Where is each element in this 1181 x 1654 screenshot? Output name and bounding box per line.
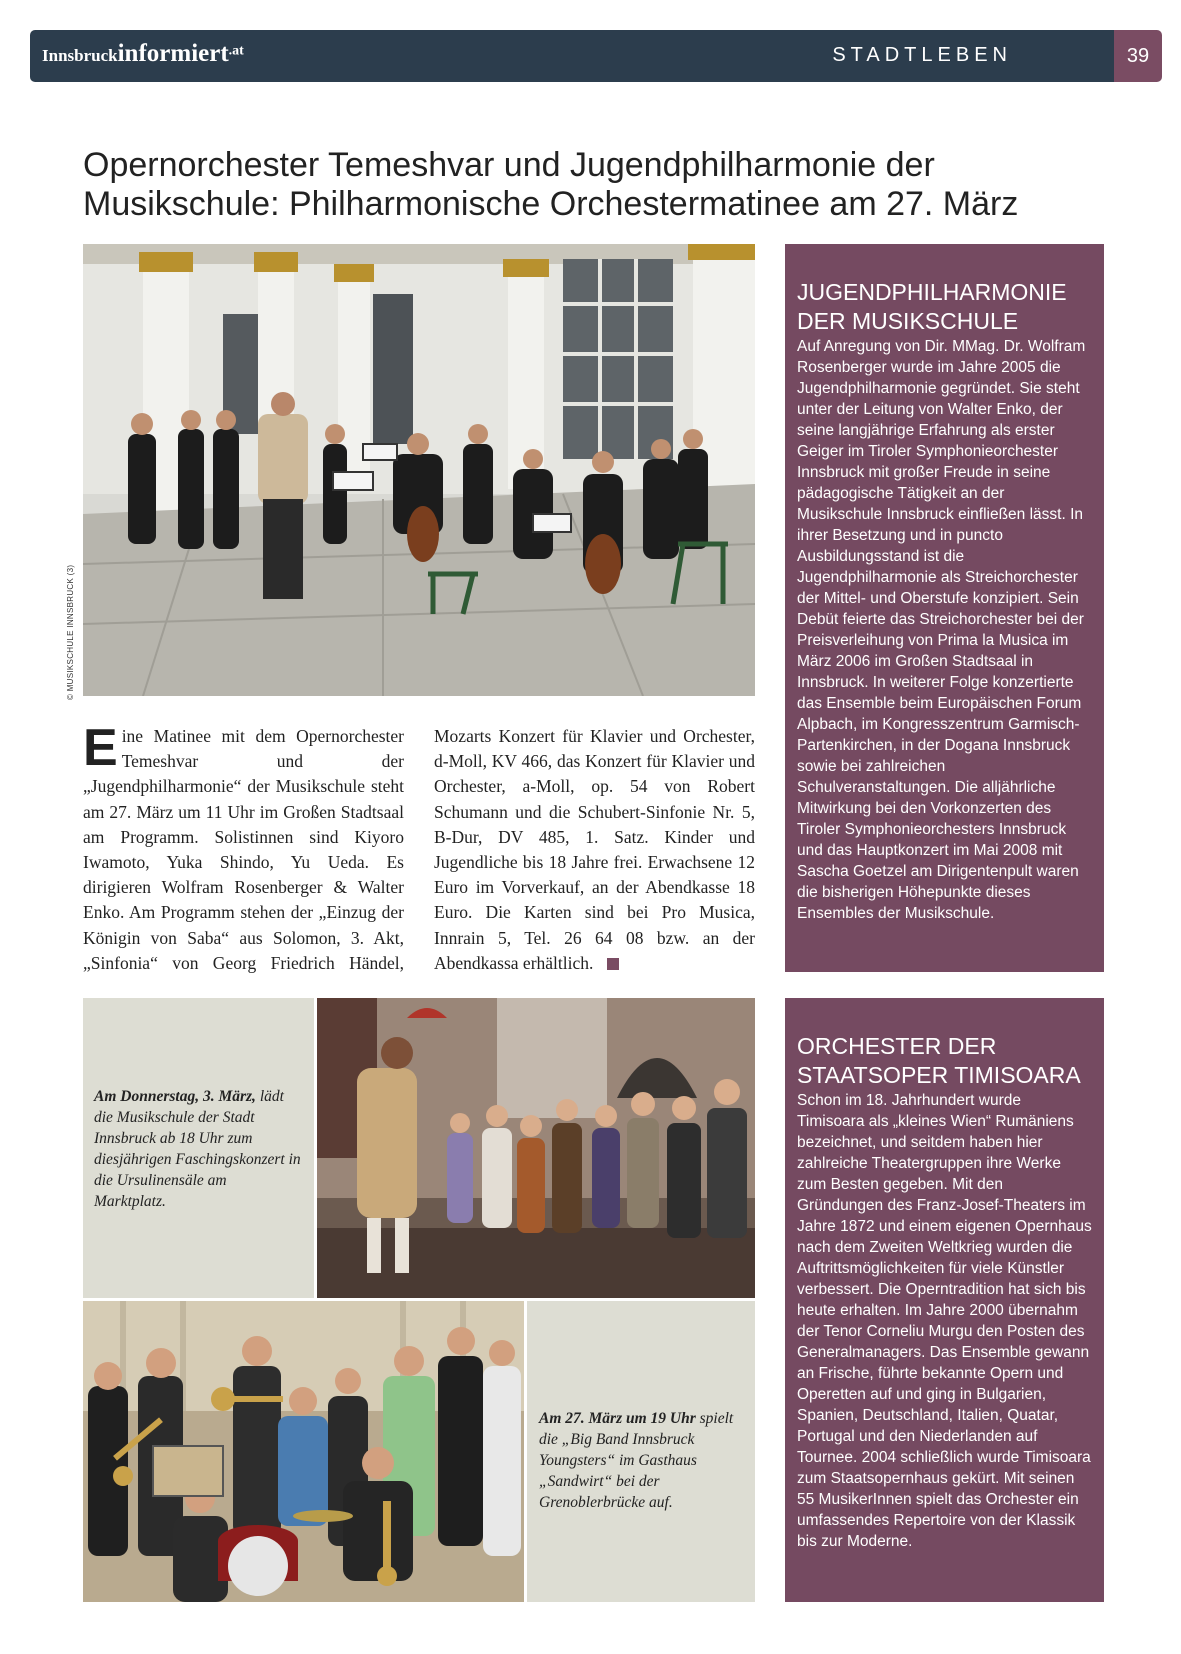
end-mark-icon — [607, 958, 619, 970]
sidebar-title-line1: JUGENDPHILHARMONIE — [797, 279, 1067, 305]
caption-lead: Am 27. März um 19 Uhr — [539, 1410, 696, 1427]
article-body — [83, 719, 755, 976]
brand-tld: .at — [228, 43, 244, 59]
page-number: 39 — [1114, 30, 1162, 82]
header-bar — [30, 30, 1114, 82]
article-text: ine Matinee mit dem Opernorchester Temeshvar und der „Jugendphilharmonie“ der Musikschule steht am 27. März um 11 Uhr im Großen Stadtsaal am Programm. Solistinnen sind Kiyoro Iwamoto, Yuka Shindo, Yu Ueda. Es dirigieren Wolfram Rosenberger & Walter Enko. Am Programm stehen der „Einzug der Königin von Saba“ aus Solomon, 3. Akt, „Sinfonia“ von Georg Friedrich Händel, Mozarts Konzert für Klavier und Orchester, d-Moll, KV 466, das Konzert für Klavier und Orchester, a-Moll, op. 54 von Robert Schumann und die Schubert-Sinfonie Nr. 5, B-Dur, DV 485, 1. Satz. Kinder und Jugendliche bis 18 Jahre frei. Erwachsene 12 Euro im Vorverkauf, an der Abendkasse 18 Euro. Die Karten sind bei Pro Musica, Innrain 5, Tel. 26 64 08 bzw. an der Abendkassa erhältlich. — [83, 726, 755, 973]
caption-bigband — [527, 1301, 755, 1602]
caption-lead: Am Donnerstag, 3. März, — [94, 1088, 256, 1105]
sidebar-jugendphilharmonie — [785, 244, 1104, 972]
carnival-photo — [317, 998, 755, 1298]
caption-fasching — [83, 998, 314, 1298]
bigband-photo — [83, 1301, 524, 1602]
sidebar-body: Schon im 18. Jahrhundert wurde Timisoara als „kleines Wien“ Rumäniens bezeichnet, und seitdem haben hier zahlreiche Theatergruppen ihre Werke zum Besten gegeben. Mit den Gründungen des Franz-Josef-Theaters im Jahre 1872 und einem eigenen Opernhaus nach dem Zweiten Weltkrieg wurden die Auftrittsmöglichkeiten für viele Künstler verbessert. Die Operntradition hat sich bis heute erhalten. Im Jahre 2000 übernahm der Tenor Corneliu Murgu den Posten des Generalmanagers. Das Ensemble gewann an Frische, führte bekannte Opern und Operetten auf und ging in Bulgarien, Spanien, Deutschland, Italien, Quatar, Portugal und den Niederlanden auf Tournee. 2004 schließlich wurde Timisoara zum Staatsopernhaus gekürt. Mit seinen 55 MusikerInnen spielt das Orchester ein umfassendes Repertoire von der Klassik bis zur Moderne. — [797, 1092, 1092, 1550]
sidebar-title-line2: DER MUSIKSCHULE — [797, 308, 1019, 334]
sidebar-title — [797, 1032, 1092, 1090]
article-headline: Opernorchester Temeshvar und Jugendphilharmonie der Musikschule: Philharmonische Orchestermatinee am 27. März — [83, 146, 1019, 223]
caption-text: lädt die Musikschule der Stadt Innsbruck ab 18 Uhr zum diesjährigen Faschingskonzert in die Ursulinensäle am Marktplatz. — [94, 1088, 301, 1210]
photo-credit: © MUSIKSCHULE INNSBRUCK (3) — [66, 564, 75, 700]
drop-cap: E — [83, 719, 118, 777]
sidebar-body: Auf Anregung von Dir. MMag. Dr. Wolfram Rosenberger wurde im Jahre 2005 die Jugendphilharmonie gegründet. Sie steht unter der Leitung von Walter Enko, der seine langjährige Erfahrung als erster Geiger im Tiroler Symphonieorchester Innsbruck mit großer Freude in seine pädagogische Tätigkeit an der Musikschule Innsbruck einfließen lässt. In ihrer Besetzung und in puncto Ausbildungsstand ist die Jugendphilharmonie als Streichorchester der Mittel- und Oberstufe konzipiert. Sein Debüt feierte das Streichorchester bei der Preisverleihung von Prima la Musica im März 2006 im Großen Stadtsaal in Innsbruck. In weiterer Folge konzertierte das Ensemble beim Europäischen Forum Alpbach, im Kongresszentrum Garmisch-Partenkirchen, in der Dogana Innsbruck sowie bei zahlreichen Schulveranstaltungen. Die alljährliche Mitwirkung bei den Vorkonzerten des Tiroler Symphonieorchesters Innsbruck und das Hauptkonzert im Mai 2008 mit Sascha Goetzel am Dirigentenpult waren die bisherigen Höhepunkte dieses Ensembles der Musikschule. — [797, 338, 1086, 922]
caption-text: spielt die „Big Band Innsbruck Youngsters“ im Gasthaus „Sandwirt“ bei der Grenoblerbrücke auf. — [539, 1410, 734, 1511]
brand-main: informiert — [117, 40, 229, 67]
section-title: STADTLEBEN — [832, 44, 1012, 66]
sidebar-title-line1: ORCHESTER DER — [797, 1033, 997, 1059]
orchestra-photo — [83, 244, 755, 696]
sidebar-title — [797, 278, 1092, 336]
brand-logo[interactable] — [42, 40, 244, 68]
sidebar-title-line2: STAATSOPER TIMISOARA — [797, 1062, 1081, 1088]
brand-city: Innsbruck — [42, 46, 118, 65]
sidebar-staatsoper — [785, 998, 1104, 1602]
